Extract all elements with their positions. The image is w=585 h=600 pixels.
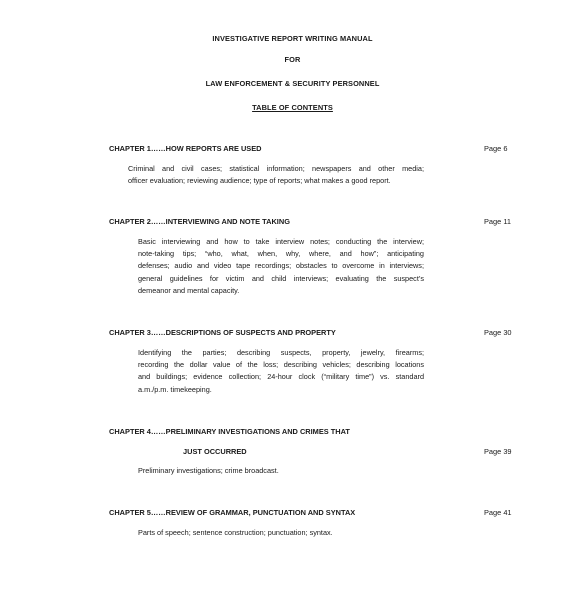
chapter-3-description	[138, 347, 424, 396]
chapter-1-page: Page 6	[484, 144, 508, 153]
desc-line: officer evaluation; reviewing audience; type of reports; what makes a good report.	[128, 176, 391, 186]
chapter-5-description	[138, 527, 424, 539]
manual-title: INVESTIGATIVE REPORT WRITING MANUAL	[212, 34, 373, 43]
desc-line: note-taking tips; “who, what, when, why, where, and how”; anticipating	[138, 249, 424, 259]
desc-line: Preliminary investigations; crime broadcast.	[138, 466, 279, 475]
chapter-2-title: CHAPTER 2……INTERVIEWING AND NOTE TAKING	[109, 217, 290, 226]
title-for: FOR	[284, 55, 301, 64]
desc-line: and buildings; evidence collection; 24-hour clock (“military time”) vs. standard	[138, 372, 424, 382]
chapter-1-title: CHAPTER 1……HOW REPORTS ARE USED	[109, 144, 262, 153]
chapter-2-page: Page 11	[484, 217, 511, 226]
chapter-4-title: CHAPTER 4……PRELIMINARY INVESTIGATIONS AND CRIMES THAT	[109, 427, 350, 436]
desc-line: Criminal and civil cases; statistical information; newspapers and other media;	[128, 164, 424, 173]
desc-line: recording the dollar value of the loss; describing vehicles; describing locations	[138, 360, 424, 370]
desc-line: demeanor and mental capacity.	[138, 285, 240, 295]
chapter-2-description	[138, 236, 424, 297]
toc-heading: TABLE OF CONTENTS	[252, 103, 333, 112]
chapter-3-page: Page 30	[484, 328, 512, 337]
desc-line: general guidelines for victim and child interviews; evaluating the suspect’s	[138, 273, 424, 283]
chapter-5-title: CHAPTER 5……REVIEW OF GRAMMAR, PUNCTUATION AND SYNTAX	[109, 508, 356, 517]
desc-line: defenses; audio and video tape recordings; obstacles to overcome in interviews;	[138, 261, 424, 271]
chapter-3-title: CHAPTER 3……DESCRIPTIONS OF SUSPECTS AND PROPERTY	[109, 328, 336, 337]
desc-line: Parts of speech; sentence construction; punctuation; syntax.	[138, 528, 333, 537]
chapter-1-description	[128, 163, 424, 187]
desc-line: Identifying the parties; describing suspects, property, jewelry, firearms;	[138, 348, 424, 357]
desc-line: a.m./p.m. timekeeping.	[138, 384, 212, 394]
desc-line: Basic interviewing and how to take interview notes; conducting the interview;	[138, 237, 424, 246]
chapter-5-page: Page 41	[484, 508, 512, 517]
chapter-4-page: Page 39	[484, 447, 512, 456]
audience-title: LAW ENFORCEMENT & SECURITY PERSONNEL	[205, 79, 380, 88]
chapter-4-description	[138, 465, 424, 477]
chapter-4-title-continued: JUST OCCURRED	[183, 447, 247, 456]
